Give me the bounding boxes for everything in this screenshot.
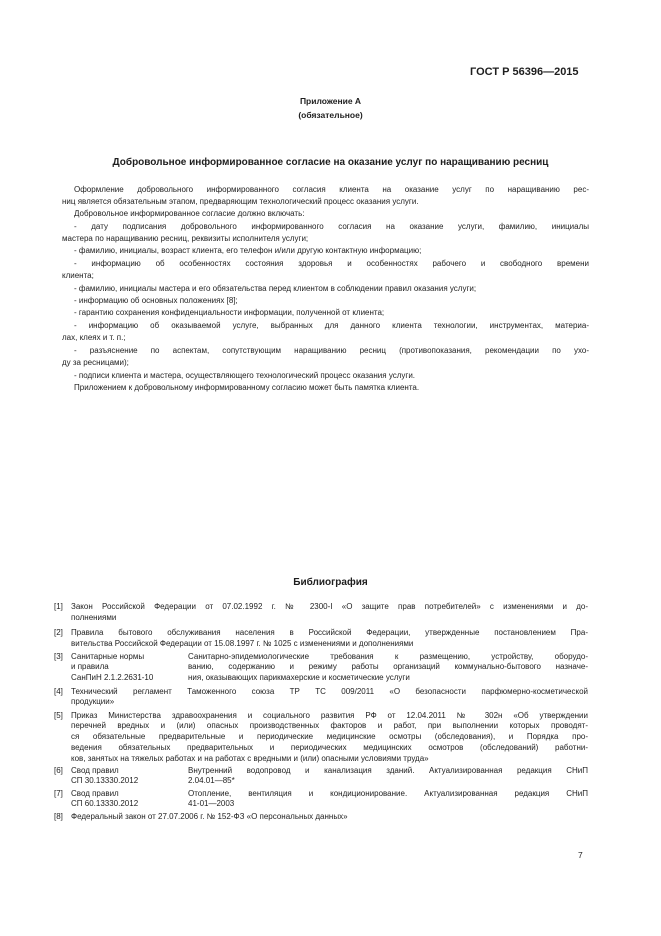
page-number: 7 <box>578 850 583 860</box>
body-line: ниц является обязательным этапом, предваряющим технологический процесс оказания услуги. <box>62 197 419 206</box>
body-line: - информацию об оказываемой услуге, выбранных для данного клиента технологии, инструментах, материа- <box>74 321 589 330</box>
bib-line: продукции» <box>71 697 115 706</box>
bib-line: ков, занятых на тяжелых работах и на работах с вредными и (или) опасными условиями труда» <box>71 754 429 763</box>
bib-number: [4] <box>54 687 63 696</box>
bib-line: Федеральный закон от 27.07.2006 г. № 152-ФЗ «О персональных данных» <box>71 812 348 821</box>
bib-number: [3] <box>54 652 63 661</box>
bib-line: ся обязательные предварительные и периодические медицинские осмотры (обследования), и Порядка про- <box>71 732 588 741</box>
bib-doc-line: СП 60.13330.2012 <box>71 799 139 808</box>
bib-line: 2.04.01—85* <box>188 776 235 785</box>
body-line: - информацию об особенностях состояния здоровья и особенностях рабочего и свободного времени <box>74 259 589 268</box>
bib-line: вительства Российской Федерации от 15.08.1997 г. № 1025 с изменениями и дополнениями <box>71 639 414 648</box>
bib-line: Санитарно-эпидемиологические требования к размещению, устройству, оборудо- <box>188 652 588 661</box>
body-line: - разъяснение по аспектам, сопутствующим наращиванию ресниц (противопоказания, рекомендации по ухо- <box>74 346 589 355</box>
bib-line: Технический регламент Таможенного союза ТР ТС 009/2011 «О безопасности парфюмерно-косметической <box>71 687 588 696</box>
bib-doc-line: Свод правил <box>71 789 119 798</box>
body-line: лах, клеях и т. п.; <box>62 333 126 342</box>
body-line: мастера по наращиванию ресниц, реквизиты исполнителя услуги; <box>62 234 309 243</box>
bib-line: 41-01—2003 <box>188 799 235 808</box>
appendix-type: (обязательное) <box>298 110 363 120</box>
bib-line: Отопление, вентиляция и кондиционирование. Актуализированная редакция СНиП <box>188 789 588 798</box>
bib-line: ванию, содержанию и режиму работы организаций коммунально-бытового назначе- <box>188 662 588 671</box>
bib-doc-line: Свод правил <box>71 766 119 775</box>
bib-line: ведения обязательных предварительных и периодических медицинских осмотров (обследований) работни- <box>71 743 588 752</box>
bib-line: Внутренний водопровод и канализация зданий. Актуализированная редакция СНиП <box>188 766 588 775</box>
bib-line: Закон Российской Федерации от 07.02.1992 г. № 2300-I «О защите прав потребителей» с изменениями и до- <box>71 602 588 611</box>
bib-number: [8] <box>54 812 63 821</box>
bibliography-title: Библиография <box>293 577 368 588</box>
bib-doc-line: Санитарные нормы <box>71 652 145 661</box>
bib-line: ния, оказывающих парикмахерские и косметические услуги <box>188 673 410 682</box>
bib-doc-line: и правила <box>71 662 109 671</box>
bib-number: [6] <box>54 766 63 775</box>
body-line: Оформление добровольного информированного согласия клиента на оказание услуг по наращиванию рес- <box>74 185 589 194</box>
body-line: - дату подписания добровольного информированного согласия на оказание услуги, фамилию, инициалы <box>74 222 589 231</box>
bib-number: [2] <box>54 628 63 637</box>
standard-id: ГОСТ Р 56396—2015 <box>470 66 579 78</box>
bib-number: [1] <box>54 602 63 611</box>
appendix-label: Приложение А <box>299 96 362 106</box>
bib-doc-line: СанПиН 2.1.2.2631-10 <box>71 673 154 682</box>
body-line: Приложением к добровольному информированному согласию может быть памятка клиента. <box>74 383 420 392</box>
bib-line: перечней вредных и (или) опасных производственных факторов и работ, при выполнении которых проводят- <box>71 721 588 730</box>
bib-line: полнениями <box>71 613 117 622</box>
body-line: - гарантию сохранения конфиденциальности информации, полученной от клиента; <box>74 308 385 317</box>
bib-line: Правила бытового обслуживания населения в Российской Федерации, утвержденные постановлением Пра- <box>71 628 588 637</box>
bib-number: [7] <box>54 789 63 798</box>
body-line: - информацию об основных положениях [8]; <box>74 296 238 305</box>
bib-doc-line: СП 30.13330.2012 <box>71 776 139 785</box>
bib-line: Приказ Министерства здравоохранения и социального развития РФ от 12.04.2011 № 302н «Об утверждении <box>71 711 588 720</box>
body-line: Добровольное информированное согласие должно включать: <box>74 209 305 218</box>
body-line: ду за ресницами); <box>62 358 129 367</box>
bib-number: [5] <box>54 711 63 720</box>
body-line: клиента; <box>62 271 94 280</box>
body-line: - подписи клиента и мастера, осуществляющего технологический процесс оказания услуги. <box>74 371 416 380</box>
body-line: - фамилию, инициалы, возраст клиента, его телефон и/или другую контактную информацию; <box>74 246 422 255</box>
body-line: - фамилию, инициалы мастера и его обязательства перед клиентом в соблюдении правил оказания услуги; <box>74 284 477 293</box>
section-title: Добровольное информированное согласие на оказание услуг по наращиванию ресниц <box>112 157 549 168</box>
